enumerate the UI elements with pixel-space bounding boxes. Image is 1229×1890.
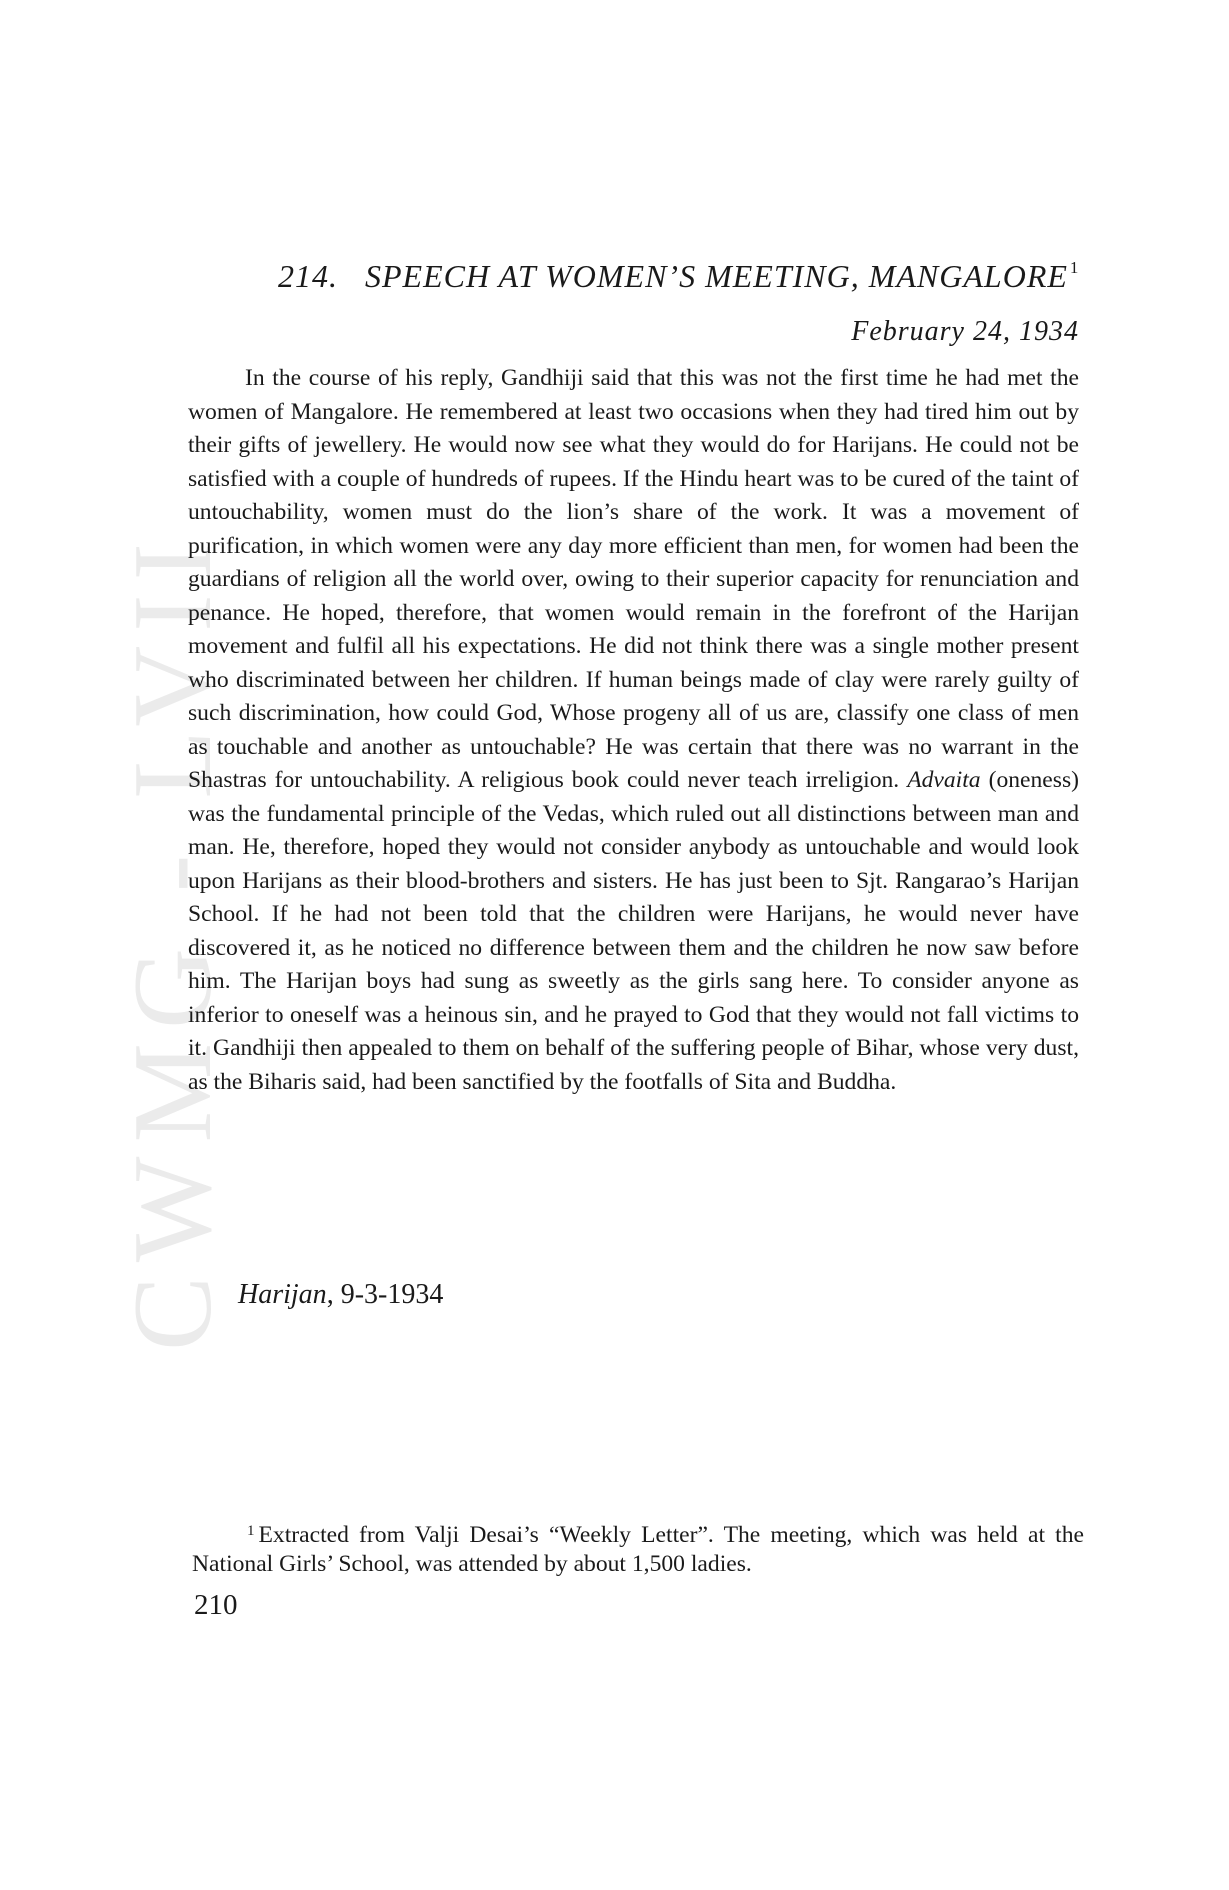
- footnote-marker: 1: [247, 1523, 255, 1539]
- source-date: , 9-3-1934: [326, 1279, 444, 1310]
- article-heading: [278, 258, 1078, 295]
- body-text-part-1: In the course of his reply, Gandhiji said that this was not the first time he had met the women of Mangalore. He remembered at least two occasions when they had tired him out by their gifts of jewellery. He would now see what they would do for Harijans. He could not be satisfied with a couple of hundreds of rupees. If the Hindu heart was to be cured of the taint of untouchability, women must do the lion’s share of the work. It was a movement of purification, in which women were any day more efficient than men, for women had been the guardians of religion all the world over, owing to their superior capacity for renunciation and penance. He hoped, therefore, that women would remain in the forefront of the Harijan movement and fulfil all his expectations. He did not think there was a single mother present who discriminated between her children. If human beings made of clay were rarely guilty of such discrimination, how could God, Whose progeny all of us are, classify one class of men as touchable and another as untouchable? He was certain that there was no warrant in the Shastras for untouchability. A religious book could never teach irreligion.: [188, 365, 1079, 793]
- watermark-text: CWMG - LVII: [111, 529, 235, 1351]
- article-number: 214.: [278, 258, 338, 294]
- source-citation: [238, 1279, 443, 1311]
- speech-date: February 24, 1934: [851, 316, 1079, 347]
- speech-body: [188, 362, 1079, 1099]
- footnote-text: Extracted from Valji Desai’s “Weekly Letter”. The meeting, which was held at the National Girls’ School, was attended by about 1,500 ladies.: [192, 1522, 1084, 1577]
- body-text-part-2: (oneness) was the fundamental principle of the Vedas, which ruled out all distinctions between man and man. He, therefore, hoped they would not consider anybody as untouchable and would look upon Harijans as their blood-brothers and sisters. He has just been to Sjt. Rangarao’s Harijan School. If he had not been told that the children were Harijans, he would never have discovered it, as he noticed no difference between them and the children he now saw before him. The Harijan boys had sung as sweetly as the girls sang here. To consider anyone as inferior to oneself was a heinous sin, and he prayed to God that they would not fall victims to it. Gandhiji then appealed to them on behalf of the suffering people of Bihar, whose very dust, as the Biharis said, had been sanctified by the footfalls of Sita and Buddha.: [188, 767, 1079, 1095]
- footnote: [192, 1517, 1084, 1579]
- source-publication: Harijan: [238, 1279, 327, 1310]
- body-italic-term: Advaita: [907, 767, 981, 793]
- page-number: 210: [194, 1589, 238, 1621]
- footnote-reference: 1: [1069, 258, 1080, 277]
- article-title: SPEECH AT WOMEN’S MEETING, MANGALORE: [365, 258, 1068, 294]
